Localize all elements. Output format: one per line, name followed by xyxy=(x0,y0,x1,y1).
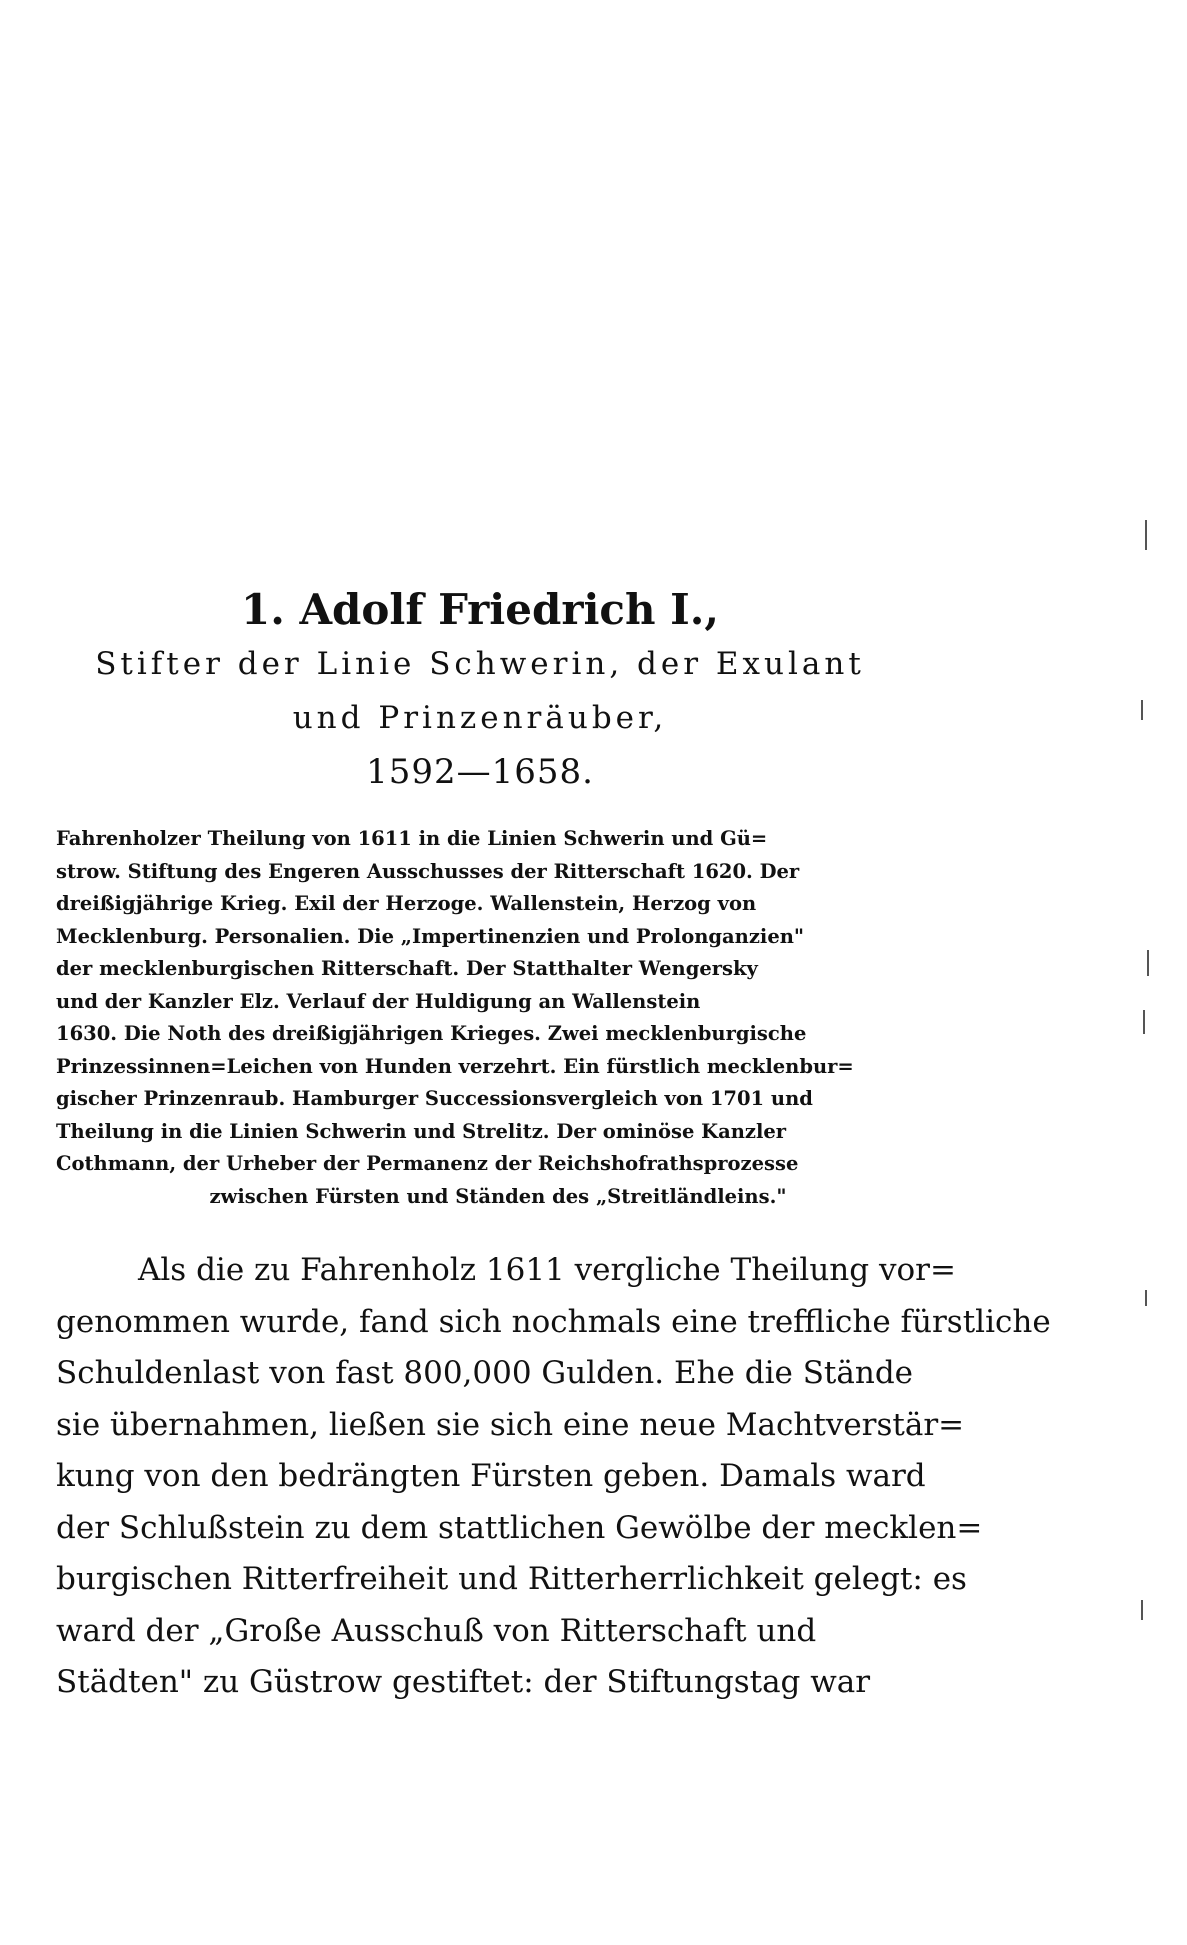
summary-line: dreißigjährige Krieg. Exil der Herzoge. Wallenstein, Herzog von xyxy=(56,892,757,915)
body-line: ward der „Große Ausschuß von Ritterschaft und xyxy=(56,1612,817,1649)
body-line: Schuldenlast von fast 800,000 Gulden. Ehe die Stände xyxy=(56,1355,914,1391)
summary-line: gischer Prinzenraub. Hamburger Successionsvergleich von 1701 und xyxy=(56,1087,813,1110)
body-line: Städten" zu Güstrow gestiftet: der Stiftungstag war xyxy=(56,1664,871,1700)
summary-line: der mecklenburgischen Ritterschaft. Der Statthalter Wengersky xyxy=(56,957,758,980)
margin-mark xyxy=(1145,520,1147,550)
body-paragraph xyxy=(56,1245,1051,1709)
body-line: genommen wurde, fand sich nochmals eine treffliche fürstliche xyxy=(56,1303,1051,1340)
chapter-subtitle-line-1: Stifter der Linie Schwerin, der Exulant xyxy=(95,646,865,682)
chapter-heading xyxy=(0,585,960,635)
summary-line: Prinzessinnen=Leichen von Hunden verzehrt. Ein fürstlich mecklenbur= xyxy=(56,1054,854,1078)
summary-line: Fahrenholzer Theilung von 1611 in die Linien Schwerin und Gü= xyxy=(56,827,768,850)
margin-mark xyxy=(1141,1600,1143,1620)
summary-line: strow. Stiftung des Engeren Ausschusses der Ritterschaft 1620. Der xyxy=(56,859,800,883)
chapter-title: Adolf Friedrich I., xyxy=(299,585,720,634)
margin-mark xyxy=(1147,950,1149,976)
margin-mark xyxy=(1145,1290,1147,1306)
chapter-dates: 1592—1658. xyxy=(366,752,594,792)
chapter-subtitle-line-2: und Prinzenräuber, xyxy=(292,700,668,736)
summary-line: Cothmann, der Urheber der Permanenz der Reichshofrathsprozesse xyxy=(56,1152,799,1175)
margin-mark xyxy=(1143,1010,1145,1034)
summary-line: Theilung in die Linien Schwerin und Strelitz. Der ominöse Kanzler xyxy=(56,1119,787,1143)
summary-line: und der Kanzler Elz. Verlauf der Huldigung an Wallenstein xyxy=(56,989,701,1013)
margin-mark xyxy=(1141,700,1143,720)
body-line: sie übernahmen, ließen sie sich eine neue Machtverstär= xyxy=(56,1406,965,1443)
chapter-summary xyxy=(56,823,940,1213)
summary-line: 1630. Die Noth des dreißigjährigen Krieges. Zwei mecklenburgische xyxy=(56,1022,807,1045)
summary-line: Mecklenburg. Personalien. Die „Impertinenzien und Prolonganzien" xyxy=(56,924,805,948)
scan-margin-artifacts xyxy=(1127,0,1187,1945)
chapter-number: 1. xyxy=(240,585,285,634)
summary-line: zwischen Fürsten und Ständen des „Streitländleins." xyxy=(209,1184,787,1208)
body-line: burgischen Ritterfreiheit und Ritterherrlichkeit gelegt: es xyxy=(56,1561,967,1597)
body-line: Als die zu Fahrenholz 1611 vergliche Theilung vor= xyxy=(138,1252,956,1288)
body-line: kung von den bedrängten Fürsten geben. Damals ward xyxy=(56,1458,926,1494)
body-line: der Schlußstein zu dem stattlichen Gewölbe der mecklen= xyxy=(56,1509,983,1546)
